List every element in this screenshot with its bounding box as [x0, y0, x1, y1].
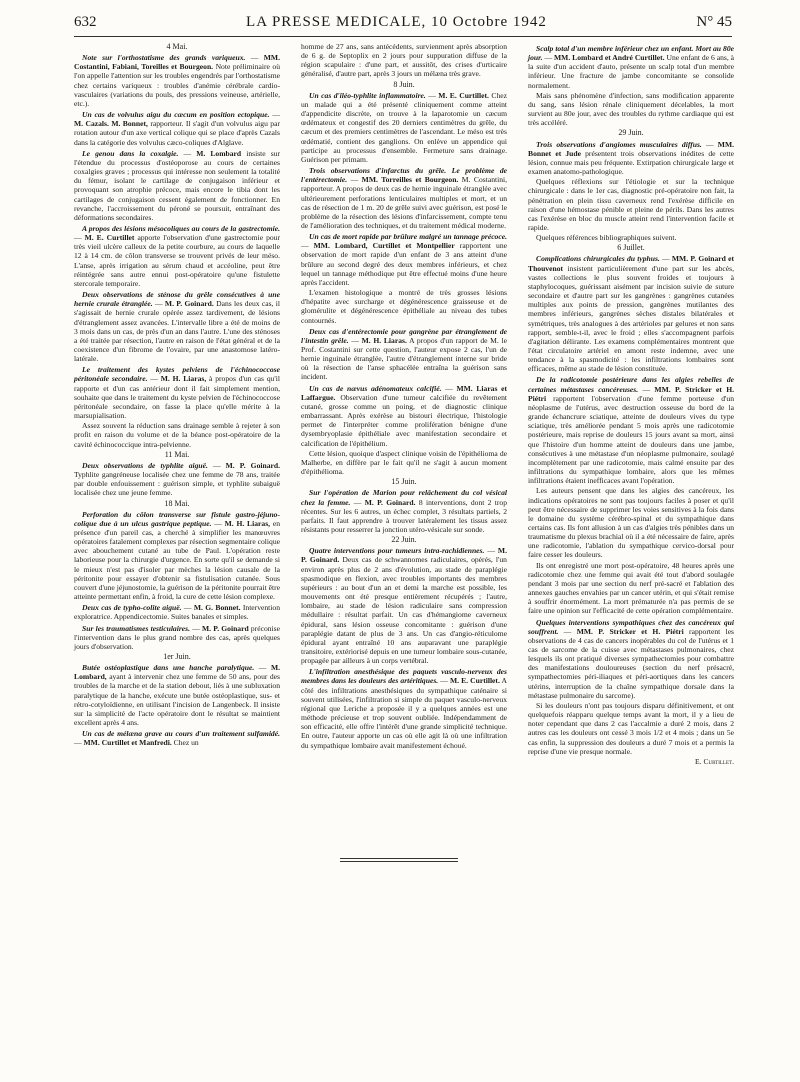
- entry-body: Observation d'une tumeur calcifiée du revêtement cutané, grosse comme un poing, et de diagnostic clinique embarrassant. Après exérèse au bistouri électrique, l'histologie permet de l'interpréter comme prolifération bénigne d'une dysembryoplasie épithéliale avec manifestation secondaire et calcification de l'épithélium.: [301, 392, 507, 448]
- entry-body: présentent trois observations inédites de cette lésion, connue mais peu fréquente. Extirpation chirurgicale large et examen anatomo-pathologique.: [528, 148, 734, 177]
- entry-body: Chez un: [173, 738, 199, 748]
- entry-body: rapportent les observations de 4 cas de cancers inopérables du col de l'utérus et 1 cas de sarcome de la cuisse avec métastases pulmonaires, chez lesquels ils ont pratiqué diverses sympathectomies pour combattre des manifestations douloureuses (section du nerf présacré, sympathectomies péri-iliaques et péri-aortiques dans les cancers utérins, interruption de la chaîne sympathique dorsale dans la métastase pulmonaire du sarcome).: [528, 626, 735, 700]
- communication-entry: Scalp total d'un membre inférieur chez un enfant. Mort au 80e jour. — MM. Lombard et André Curtillet. Une enfant de 6 ans, à la suite d'un accident d'auto, présente un scalp total d'un membre inférieur. Une fracture de jambe concomitante se consolide normalement.: [528, 44, 735, 90]
- entry-title: Complications chirurgicales du typhus.: [536, 254, 660, 264]
- paragraph: Assez souvent la réduction sans drainage semble à rejeter à son profit en raison du volume et de la béance post-opératoire de la cavité échinococcique intra-pelvienne.: [74, 421, 280, 449]
- session-date: 1er Juin.: [163, 652, 191, 661]
- communication-entry: Un cas de nævus adénomateux calcifié. — MM. Liaras et Laffargue. Observation d'une tumeur calcifiée du revêtement cutané, grosse comme un poing, et de diagnostic clinique embarrassant. Après exérèse au bistouri électrique, l'histologie permet de l'interpréter comme prolifération bénigne d'une dysembryoplasie épithéliale avec manifestation secondaire et calcification de l'épithélium.: [301, 383, 508, 448]
- entry-title: Un cas de mort rapide par brûlure malgré un tannage précoce.: [309, 232, 507, 242]
- entry-body: Typhlite gangréneuse localisée chez une femme de 78 ans, traitée par double enfouissement : guérison simple, et typhlite subaiguë localisée chez une jeune femme.: [74, 470, 280, 498]
- entry-authors: MM. Costantini, Fabiani, Toreilles et Bourgeon.: [74, 53, 280, 72]
- entry-body: Note préliminaire où l'on appelle l'attention sur les troubles engendrés par l'orthostatisme chez certains variqueux : troubles d'anémie cérébrale cardio-vasculaires (variations du pouls, des pressions veineuse, artérielle, etc.).: [74, 62, 280, 108]
- entry-title: Trois observations d'infarctus du grêle. Le problème de l'entérectomie.: [301, 166, 507, 185]
- entry-title: Trois observations d'angiomes musculaires diffus.: [536, 139, 702, 149]
- entry-authors: M. P. Goinard: [202, 623, 249, 633]
- entry-authors: MM. P. Goinard et Thouvenot: [528, 254, 734, 273]
- entry-authors: M. H. Liaras.: [361, 335, 407, 345]
- entry-authors: MM. Bonnet et Jude: [528, 139, 735, 158]
- session-date: 22 Juin.: [391, 535, 417, 545]
- communication-entry: Deux observations de sténose du grêle consécutives à une hernie crurale étranglée. — M. P. Goinard. Dans les deux cas, il s'agissait de hernie crurale opérée assez tardivement, de lésions d'étranglement assez avancées. L'intervalle libre a été de moins de 3 mois dans un cas, de près d'un an dans l'autre. L'une des sténoses a été traitée par résection, l'autre en raison de l'état général et de la coexistence d'un fibrome de l'ovaire, par une anastomose latéro-latérale.: [74, 290, 280, 364]
- entry-authors: M. Lombard,: [74, 663, 281, 682]
- communication-entry: Deux cas de typho-colite aiguë. — M. G. Bonnet. Intervention exploratrice. Appendicectomie. Suites banales et simples.: [74, 603, 280, 622]
- communication-entry: L'infiltration anesthésique des paquets vasculo-nerveux des membres dans les douleurs des artéritiques. — M. E. Curtillet. A côté des infiltrations anesthésiques du sympathique caténaire si souvent utilisées, l'infiltration si simple du paquet vasculo-nerveux régional que Leriche a proposée il y a quelques années est une méthode précieuse et trop souvent oubliée. Indépendamment de son efficacité, elle offre l'intérêt d'une grande simplicité technique. En outre, l'auteur apporte un cas où elle agit là où une infiltration du sympathique lombaire avait manifestement échoué.: [301, 667, 508, 750]
- entry-authors: MM. P. Stricker et H. Piétri: [576, 626, 684, 636]
- entry-title: Note sur l'orthostatisme des grands variqueux.: [82, 53, 246, 63]
- communication-entry: Trois observations d'infarctus du grêle. Le problème de l'entérectomie. — MM. Torreilles et Bourgeon. M. Costantini, rapporteur. A propos de deux cas de hernie inguinale étranglée avec ultérieurement perforations lenticulaires multiples et mort, et un cas de résection de 1 m. 20 de grêle suivi avec guérison, est posé le problème de la résection des lésions d'infarcissement, compte tenu de l'amélioration des techniques, et du traitement médical moderne.: [301, 166, 508, 230]
- paragraph: L'examen histologique a montré de très grosses lésions d'hépatite avec surcharge et dégénérescence graisseuse et de glomérulite et dégénérescence épithéliale au niveau des tubes contournés.: [301, 288, 507, 325]
- communication-entry: Un cas de mélæna grave au cours d'un traitement sulfamidé. — MM. Curtillet et Manfredi. Chez un: [74, 729, 280, 748]
- session-date: 18 Mai.: [164, 498, 190, 508]
- communication-entry: Deux cas d'entérectomie pour gangrène par étranglement de l'intestin grêle. — M. H. Liaras. A propos d'un rapport de M. le Prof. Costantini sur cette question, l'auteur expose 2 cas, l'un de hernie inguinale étranglée, l'autre d'étranglement interne sur bride où la résection de l'anse sphacélée entraîna la guérison sans incident.: [301, 326, 507, 382]
- session-date: 29 Juin.: [618, 128, 644, 138]
- entry-body: A propos d'un rapport de M. le Prof. Costantini sur cette question, l'auteur expose 2 cas, l'un de hernie inguinale étranglée, l'autre d'étranglement interne sur bride où la résection de l'anse sphacélée entraîna la guérison sans incident.: [301, 335, 507, 382]
- entry-body: à propos d'un cas qu'il rapporte et d'un cas antérieur dont il fait simplement mention, souhaite que dans le traitement du kyste pelvien de l'échinococcose péritonéale secondaire, on fasse la place qu'elle mérite à la marsupialisation.: [74, 374, 280, 421]
- entry-title: Sur les traumatismes testiculaires.: [82, 623, 191, 633]
- entry-body: rapporteur. Il s'agit d'un volvulus aigu par rotation autour d'un axe vertical colique qui se place d'après Cazals dans la catégorie des volvulus cæco-coliques d'Alglave.: [74, 119, 280, 147]
- communication-entry: A propos des lésions mésocoliques au cours de la gastrectomie. — M. E. Curtillet apporte l'observation d'une gastrectomie pour très vieil ulcère calleux de la petite courbure, au cours de laquelle 12 à 14 cm. de côlon transverse se trouvent privés de leur méso. L'anse, après irrigation au sérum chaud et accéoline, peut être réintégrée sans autre ennui post-opératoire qu'une fistulette stercorale temporaire.: [74, 223, 280, 288]
- entry-authors: MM. Lombard et André Curtillet.: [554, 53, 665, 63]
- entry-title: A propos des lésions mésocoliques au cours de la gastrectomie.: [82, 223, 280, 233]
- communication-entry: Quelques interventions sympathiques chez des cancéreux qui souffrent. — MM. P. Stricker et H. Piétri rapportent les observations de 4 cas de cancers inopérables du col de l'utérus et 1 cas de sarcome de la cuisse avec métastases pulmonaires, chez lesquels ils ont pratiqué diverses sympathectomies pour combattre des manifestations douloureuses (section du nerf présacré, sympathectomies péri-iliaques et péri-aortiques dans les cancers utérins, interruption de la chaîne sympathique dorsale dans la métastase pulmonaire du sarcome).: [528, 617, 735, 700]
- entry-title: Sur l'opération de Marion pour relâchement du col vésical chez la femme.: [301, 488, 507, 507]
- entry-title: Deux cas d'entérectomie pour gangrène par étranglement de l'intestin grêle.: [301, 326, 507, 345]
- communication-entry: Perforation du côlon transverse sur fistule gastro-jéjuno-colique due à un ulcus gastrique peptique. — M. H. Liaras, en présence d'un pareil cas, a cherché à simplifier les manœuvres opératoires fatalement complexes par résection segmentaire colique avec abouchement cutané au tube de Paul. L'opération reste laborieuse pour la chirurgie d'urgence. En sorte qu'il se demande si le mieux n'est pas d'isoler par mèches la lésion causale de la péritonite pour essayer d'obtenir sa fistulisation cutanée. Sous couvert d'une jéjunostomie, la guérison de la péritonite pourrait être atteinte permettant enfin, à froid, la cure de cette lésion complexe.: [74, 509, 280, 602]
- entry-authors: M. H. Liaras,: [160, 374, 207, 384]
- paragraph: Ils ont enregistré une mort post-opératoire, 48 heures après une radicotomie chez une femme qui avait été tout d'abord soulagée pendant 3 mois par une section du nerf pré-sacré et l'ablation des annexes gauches envahies par un cancer utérin, et qui s'était remise à souffrir énormément. La mort prématurée n'a pas permis de se faire une opinion sur l'efficacité de cette opération complémentaire.: [528, 560, 734, 616]
- entry-title: Un cas de mélæna grave au cours d'un traitement sulfamidé.: [82, 729, 280, 739]
- running-header: [74, 14, 732, 32]
- communication-entry: Deux observations de typhlite aiguë. — M. P. Goinard. Typhlite gangréneuse localisée chez une femme de 78 ans, traitée par double enfouissement : guérison simple, et typhlite subaiguë localisée chez une jeune femme.: [74, 460, 280, 498]
- entry-body: 8 interventions, dont 2 trop récentes. Sur les 6 autres, un échec complet, 3 résultats partiels, 2 parfaits. Il faut apprendre à trouver latéralement les tissus assez résistants pour resserrer la jonction utéro-vésicale sur sonde.: [301, 497, 508, 534]
- communication-entry: Le traitement des kystes pelviens de l'échinococcose péritonéale secondaire. — M. H. Liaras, à propos d'un cas qu'il rapporte et d'un cas antérieur dont il fait simplement mention, souhaite que dans le traitement du kyste pelvien de l'échinococcose péritonéale secondaire, on fasse la place qu'elle mérite à la marsupialisation.: [74, 365, 280, 421]
- entry-authors: M. G. Bonnet.: [193, 603, 241, 613]
- paragraph: Quelques réflexions sur l'étiologie et sur la technique chirurgicale : dans le 1er cas, diagnostic pré-opératoire non fait, la pénétration en plein tissu caverneux rend l'exérèse difficile en raison d'une hémostase pénible et pleine de périls. Dans les autres cas l'exérèse en bloc du muscle atteint rend l'intervention facile et rapide.: [528, 177, 734, 232]
- entry-title: Un cas de nævus adénomateux calcifié.: [309, 383, 442, 393]
- entry-authors: M. E. Curtillet.: [438, 90, 489, 100]
- communication-entry: Le genou dans la coxalgie. — M. Lombard insiste sur l'étendue du processus d'ostéoporose au cours de certaines coxalgies graves ; processus qui intéresse non seulement la totalité du fémur, isolant le cartilage de conjugaison inférieur et provoquant son atrophie précoce, mais encore le tibia dont les cartilages de conjugaison cessent également de fonctionner. En revanche, l'accroissement du péroné se poursuit, entraînant des déformations secondaires.: [74, 148, 280, 222]
- entry-title: Scalp total d'un membre inférieur chez un enfant. Mort au 80e jour.: [528, 44, 734, 63]
- entry-authors: M. Cazals. M. Bonnet,: [74, 119, 148, 129]
- column-left: [74, 42, 280, 749]
- communication-entry: Butée ostéoplastique dans une hanche paralytique. — M. Lombard, ayant à intervenir chez une femme de 50 ans, pour des troubles de la marche et de la station debout, liés à une subluxation paralytique de la hanche, exécute une butée ostéoplastique, sus- et rétro-cotyloïdienne, en utilisant l'incision de Langenbeck. Il insiste sur la simplicité de l'acte opératoire dont le résultat se maintient excellent après 4 ans.: [74, 663, 281, 728]
- entry-title: Perforation du côlon transverse sur fistule gastro-jéjuno-colique due à un ulcus gastrique peptique.: [74, 509, 280, 528]
- entry-title: Quelques interventions sympathiques chez des cancéreux qui souffrent.: [528, 617, 734, 636]
- entry-title: L'infiltration anesthésique des paquets vasculo-nerveux des membres dans les douleurs des artéritiques.: [301, 667, 507, 686]
- issue-number: N° 45: [696, 14, 732, 30]
- author-signature: E. Curtillet.: [695, 756, 734, 766]
- communication-entry: Un cas de mort rapide par brûlure malgré un tannage précoce. — MM. Lombard, Curtillet et Montpellier rapportent une observation de mort rapide d'un enfant de 3 ans atteint d'une brûlure au second degré des deux membres inférieurs, et chez lequel un tannage méthodique put être effectué moins d'une heure après l'accident.: [301, 232, 507, 287]
- entry-body: Une enfant de 6 ans, à la suite d'un accident d'auto, présente un scalp total d'un membre inférieur. Une fracture de jambe concomitante se consolide normalement.: [528, 53, 735, 90]
- communication-entry: De la radicotomie postérieure dans les algies rebelles de certaines métastases cancéreuses. — MM. P. Stricker et H. Piétri rapportent l'observation d'une femme porteuse d'un néoplasme de l'utérus, avec destruction osseuse du bord de la grande échancrure sciatique, atteinte de douleurs vives du type sciatique, très améliorée pendant 5 mois après une radicotomie postérieure, mais reprise de douleurs 15 jours avant sa mort, ainsi que l'histoire d'un homme atteint de douleurs dans une jambe, consécutives à une métastase d'un néoplasme pulmonaire, soulagé incomplètement par une radicotomie, mais calmé ensuite par des infiltrations du sympathique lombaire, alors que les mêmes infiltrations étaient inefficaces avant l'opération.: [528, 375, 734, 486]
- entry-title: Le genou dans la coxalgie.: [82, 148, 179, 158]
- entry-body: ayant à intervenir chez une femme de 50 ans, pour des troubles de la marche et de la station debout, liés à une subluxation paralytique de la hanche, exécute une butée ostéoplastique, sus- et rétro-cotyloïdienne, en utilisant l'incision de Langenbeck. Il insiste sur la simplicité de l'acte opératoire dont le résultat se maintient excellent après 4 ans.: [74, 672, 280, 728]
- entry-title: Un cas de volvulus aigu du cæcum en position ectopique.: [82, 110, 270, 120]
- entry-title: Quatre interventions pour tumeurs intra-rachidiennes.: [309, 546, 485, 556]
- entry-authors: MM. Liaras et Laffargue.: [301, 383, 508, 402]
- entry-body: Deux cas de schwannomes radiculaires, opérés, l'un environ après plus de 2 ans d'évolution, au stade de paraplégie spasmodique en flexion, avec troubles importants des membres supérieurs : au bout d'un an et demi la marche est possible, les mouvements ont été presque entièrement récupérés ; l'autre, lombaire, au stade de lésion radiculaire sans compression médullaire : résultat parfait. Un cas d'hémangiome caverneux épidural, sans lésion osseuse concomitante : guérison d'une paraplégie datant de plus de 3 ans. Un cas d'angio-réticulome épidural ayant entraîné 10 ans auparavant une paraplégie transitoire, extériorisé depuis en une tumeur lombaire sous-cutanée, propagée par ailleurs à un corps vertébral.: [301, 555, 507, 666]
- journal-title-date: LA PRESSE MEDICALE, 10 Octobre 1942: [246, 14, 547, 30]
- entry-authors: M. P. Goinard.: [364, 497, 416, 507]
- column-middle: [301, 42, 507, 751]
- entry-authors: MM. Lombard, Curtillet et Montpellier: [313, 241, 455, 251]
- entry-body: rapportent une observation de mort rapide d'un enfant de 3 ans atteint d'une brûlure au second degré des deux membres inférieurs, et chez lequel un tannage méthodique put être effectué moins d'une heure après l'accident.: [301, 241, 507, 287]
- entry-title: Un cas d'iléo-typhlite inflammatoire.: [309, 90, 426, 100]
- communication-entry: Sur l'opération de Marion pour relâchement du col vésical chez la femme. — M. P. Goinard. 8 interventions, dont 2 trop récentes. Sur les 6 autres, un échec complet, 3 résultats partiels, 2 parfaits. Il faut apprendre à trouver latéralement les tissus assez résistants pour resserrer la jonction utéro-vésicale sur sonde.: [301, 488, 508, 534]
- journal-title: LA PRESSE MEDICALE: [246, 14, 422, 30]
- entry-authors: M. P. Goinard.: [164, 299, 214, 309]
- communication-entry: Trois observations d'angiomes musculaires diffus. — MM. Bonnet et Jude présentent trois observations inédites de cette lésion, connue mais peu fréquente. Extirpation chirurgicale large et examen anatomo-pathologique.: [528, 139, 735, 177]
- entry-authors: MM. Curtillet et Manfredi.: [83, 738, 172, 748]
- communication-entry: Un cas d'iléo-typhlite inflammatoire. — M. E. Curtillet. Chez un malade qui a été présenté cliniquement comme atteint d'appendicite discrète, on trouve à la laparotomie un cæcum œdémateux et congestif des 20 derniers centimètres du grêle, du cæcum et des premiers centimètres de l'ascendant. Le méso est très œdématié, contient des ganglions. On enlève un appendice qui participe au processus d'ensemble. Fermeture sans drainage. Guérison per primam.: [301, 90, 508, 164]
- session-date: 8 Juin.: [393, 79, 415, 89]
- entry-body: rapportent l'observation d'une femme porteuse d'un néoplasme de l'utérus, avec destruction osseuse du bord de la grande échancrure sciatique, atteinte de douleurs vives du type sciatique, très améliorée pendant 5 mois après une radicotomie postérieure, mais reprise de douleurs 15 jours avant sa mort, ainsi que l'histoire d'un homme atteint de douleurs dans une jambe, consécutives à une métastase d'un néoplasme pulmonaire, soulagé incomplètement par une radicotomie, mais calmé ensuite par des infiltrations du sympathique lombaire, alors que les mêmes infiltrations étaient inefficaces avant l'opération.: [528, 393, 734, 486]
- entry-body: apporte l'observation d'une gastrectomie pour très vieil ulcère calleux de la petite courbure, au cours de laquelle 12 à 14 cm. de côlon transverse se trouvent privés de leur méso. L'anse, après irrigation au sérum chaud et accéoline, peut être réintégrée sans autre ennui post-opératoire qu'une fistulette stercorale temporaire.: [74, 233, 280, 288]
- entry-body: Chez un malade qui a été présenté cliniquement comme atteint d'appendicite discrète, on trouve à la laparotomie un cæcum œdémateux et congestif des 20 derniers centimètres du grêle, du cæcum et des premiers centimètres de l'ascendant. Le méso est très œdématié, contient des ganglions. On enlève un appendice qui participe au processus d'ensemble. Fermeture sans drainage. Guérison per primam.: [301, 90, 508, 164]
- paragraph: Si les douleurs n'ont pas toujours disparu définitivement, et ont quelquefois réapparu quelque temps avant la mort, il y a lieu de noter cependant que dans 2 cas l'accalmie a duré 2 mois, dans 2 autres cas les douleurs ont cessé 3 mois 1/2 et 4 mois ; dans un 5e cas enfin, la suppression des douleurs a duré 7 mois et a permis la reprise d'une vie presque normale.: [528, 700, 734, 756]
- entry-title: Deux observations de sténose du grêle consécutives à une hernie crurale étranglée.: [74, 290, 280, 309]
- session-date: 4 Mai.: [166, 42, 188, 51]
- session-date: 6 Juillet.: [617, 243, 645, 253]
- entry-body: insiste sur l'étendue du processus d'ostéoporose au cours de certaines coxalgies graves ; processus qui intéresse non seulement la totalité du fémur, isolant le cartilage de conjugaison inférieur et provoquant son atrophie précoce, mais encore le tibia dont les cartilages de conjugaison cessent également de fonctionner. En revanche, l'accroissement du péroné se poursuit, entraînant des déformations secondaires.: [74, 148, 280, 222]
- communication-entry: Un cas de volvulus aigu du cæcum en position ectopique. — M. Cazals. M. Bonnet, rapporteur. Il s'agit d'un volvulus aigu par rotation autour d'un axe vertical colique qui se place d'après Cazals dans la catégorie des volvulus cæco-coliques d'Alglave.: [74, 110, 280, 147]
- entry-authors: M. H. Liaras,: [224, 518, 271, 528]
- entry-title: Le traitement des kystes pelviens de l'échinococcose péritonéale secondaire.: [74, 365, 280, 384]
- session-date: 11 Mai.: [164, 449, 190, 459]
- entry-title: Deux observations de typhlite aiguë.: [82, 460, 208, 470]
- entry-authors: M. E. Curtillet: [84, 233, 135, 243]
- entry-title: De la radicotomie postérieure dans les algies rebelles de certaines métastases cancéreuses.: [528, 375, 734, 394]
- paragraph: Quelques références bibliographiques suivent.: [536, 233, 677, 243]
- header-rule: [74, 36, 732, 37]
- entry-authors: M. E. Curtillet.: [449, 676, 500, 686]
- entry-title: Butée ostéoplastique dans une hanche paralytique.: [82, 663, 255, 673]
- entry-body: M. Costantini, rapporteur. A propos de deux cas de hernie inguinale étranglée avec ultérieurement perforations lenticulaires multiples et mort, et un cas de résection de 1 m. 20 de grêle suivi avec guérison, est posé le problème de la résection des lésions d'infarcissement, compte tenu de l'amélioration des techniques, et du traitement médical moderne.: [301, 175, 508, 230]
- paragraph: homme de 27 ans, sans antécédents, survienment après absorption de 6 g. de Septoplix en 2 jours pour suppuration diffuse de la région scapulaire : d'une part, et aussitôt, des crises d'urticaire généralisé, d'autre part, après 3 jours un mélæna très grave.: [301, 42, 507, 79]
- paragraph: Mais sans phénomène d'infection, sans modification apparente du sang, sans lésion rénale cliniquement décelables, la mort survient au 80e jour, avec des troubles du rythme cardiaque qui est très accéléré.: [528, 90, 734, 128]
- paragraph: Les auteurs pensent que dans les algies des cancéreux, les indications opératoires ne sont pas toujours faciles à poser et qu'il peut être nécessaire de supprimer les voies sensitives à la fois dans le domaine du système cérébro-spinal et du sympathique dans certains cas. Ils font allusion à un cas d'algies très pénibles dans un traumatisme du plexus brachial où il a été nécessaire de faire, après une radicotomie, l'ablation du sympathique cervico-dorsal pour faire cesser les douleurs.: [528, 486, 734, 560]
- entry-authors: MM. P. Stricker et H. Piétri: [528, 384, 734, 403]
- entry-body: en présence d'un pareil cas, a cherché à simplifier les manœuvres opératoires fatalement complexes par résection segmentaire colique avec abouchement cutané au tube de Paul. L'opération reste laborieuse pour la chirurgie d'urgence. En sorte qu'il se demande si le mieux n'est pas d'isoler par mèches la lésion causale de la péritonite pour essayer d'obtenir sa fistulisation cutanée. Sous couvert d'une jéjunostomie, la guérison de la péritonite pourrait être atteinte permettant enfin, à froid, la cure de cette lésion complexe.: [74, 518, 280, 602]
- entry-body: insistent particulièrement d'une part sur les abcès, vastes collections le plus souvent froides et toujours à staphylocoques, guérissant aisément par incision suivie de suture secondaire et d'autre part sur les gangrènes : gangrènes cutanées multiples aux points de pression, gangrènes mutilantes des membres inférieurs, gangrènes sèches distales bilatérales et symétriques, très analogues à des artérioles par gelures et non sans rapport, semble-t-il, avec le froid ; elles s'accompagnent parfois d'agitation délirante. Les examens complémentaires montrent que l'état circulatoire artériel en amont reste indemne, avec une tendance à la spasmodicité : les infiltrations lombaires sont efficaces, même au stade de lésion constituée.: [528, 263, 734, 374]
- column-right: [528, 42, 734, 767]
- communication-entry: Quatre interventions pour tumeurs intra-rachidiennes. — M. P. Goinard. Deux cas de schwannomes radiculaires, opérés, l'un environ après plus de 2 ans d'évolution, au stade de paraplégie spasmodique en flexion, avec troubles importants des membres supérieurs : au bout d'un an et demi la marche est possible, les mouvements ont été presque entièrement récupérés ; l'autre, lombaire, au stade de lésion radiculaire sans compression médullaire : résultat parfait. Un cas d'hémangiome caverneux épidural, sans lésion osseuse concomitante : guérison d'une paraplégie datant de plus de 3 ans. Un cas d'angio-réticulome épidural ayant entraîné 10 ans auparavant une paraplégie transitoire, extériorisé depuis en une tumeur lombaire sous-cutanée, propagée par ailleurs à un corps vertébral.: [301, 546, 507, 666]
- paragraph: Cette lésion, quoique d'aspect clinique voisin de l'épithélioma de Malherbe, en diffère par le fait qu'il ne s'agit à aucun moment d'épithélioma.: [301, 448, 507, 477]
- entry-body: A côté des infiltrations anesthésiques du sympathique caténaire si souvent utilisées, l'infiltration si simple du paquet vasculo-nerveux régional que Leriche a proposée il y a quelques années est une méthode précieuse et trop souvent oubliée. Indépendamment de son efficacité, elle offre l'intérêt d'une grande simplicité technique. En outre, l'auteur apporte un cas où elle agit là où une infiltration du sympathique lombaire avait manifestement échoué.: [301, 676, 508, 750]
- end-of-article-rule: [340, 858, 458, 864]
- entry-body: Dans les deux cas, il s'agissait de hernie crurale opérée assez tardivement, de lésions d'étranglement assez avancées. L'intervalle libre a été de moins de 3 mois dans un cas, de près d'un an dans l'autre. L'une des sténoses a été traitée par résection, l'autre en raison de l'état général et de la coexistence d'un fibrome de l'ovaire, par une anastomose latéro-latérale.: [74, 299, 280, 364]
- entry-title: Deux cas de typho-colite aiguë.: [82, 603, 182, 613]
- entry-authors: MM. Torreilles et Bourgeon.: [361, 175, 459, 185]
- communication-entry: Complications chirurgicales du typhus. — MM. P. Goinard et Thouvenot insistent particulièrement d'une part sur les abcès, vastes collections le plus souvent froides et toujours à staphylocoques, guérissant aisément par incision suivie de suture secondaire et d'autre part sur les gangrènes : gangrènes cutanées multiples aux points de pression, gangrènes mutilantes des membres inférieurs, gangrènes sèches distales bilatérales et symétriques, très analogues à des artérioles par gelures et non sans rapport, semble-t-il, avec le froid ; elles s'accompagnent parfois d'agitation délirante. Les examens complémentaires montrent que l'état circulatoire artériel en amont reste indemne, avec une tendance à la spasmodicité : les infiltrations lombaires sont efficaces, même au stade de lésion constituée.: [528, 254, 734, 374]
- communication-entry: Sur les traumatismes testiculaires. — M. P. Goinard préconise l'intervention dans le plus grand nombre des cas, après quelques jours d'observation.: [74, 623, 280, 651]
- entry-authors: M. Lombard: [196, 148, 242, 158]
- page-number: 632: [74, 14, 97, 30]
- entry-authors: M. P. Goinard.: [225, 460, 280, 470]
- entry-body: préconise l'intervention dans le plus grand nombre des cas, après quelques jours d'observation.: [74, 623, 280, 651]
- issue-date: 10 Octobre 1942: [431, 14, 547, 30]
- communication-entry: Note sur l'orthostatisme des grands variqueux. — MM. Costantini, Fabiani, Toreilles et Bourgeon. Note préliminaire où l'on appelle l'attention sur les troubles engendrés par l'orthostatisme chez certains variqueux : troubles d'anémie cérébrale cardio-vasculaires (variations du pouls, des pressions veineuse, artérielle, etc.).: [74, 53, 280, 108]
- entry-body: Intervention exploratrice. Appendicectomie. Suites banales et simples.: [74, 603, 280, 622]
- session-date: 15 Juin.: [391, 477, 417, 487]
- entry-authors: M. P. Goinard.: [301, 546, 507, 565]
